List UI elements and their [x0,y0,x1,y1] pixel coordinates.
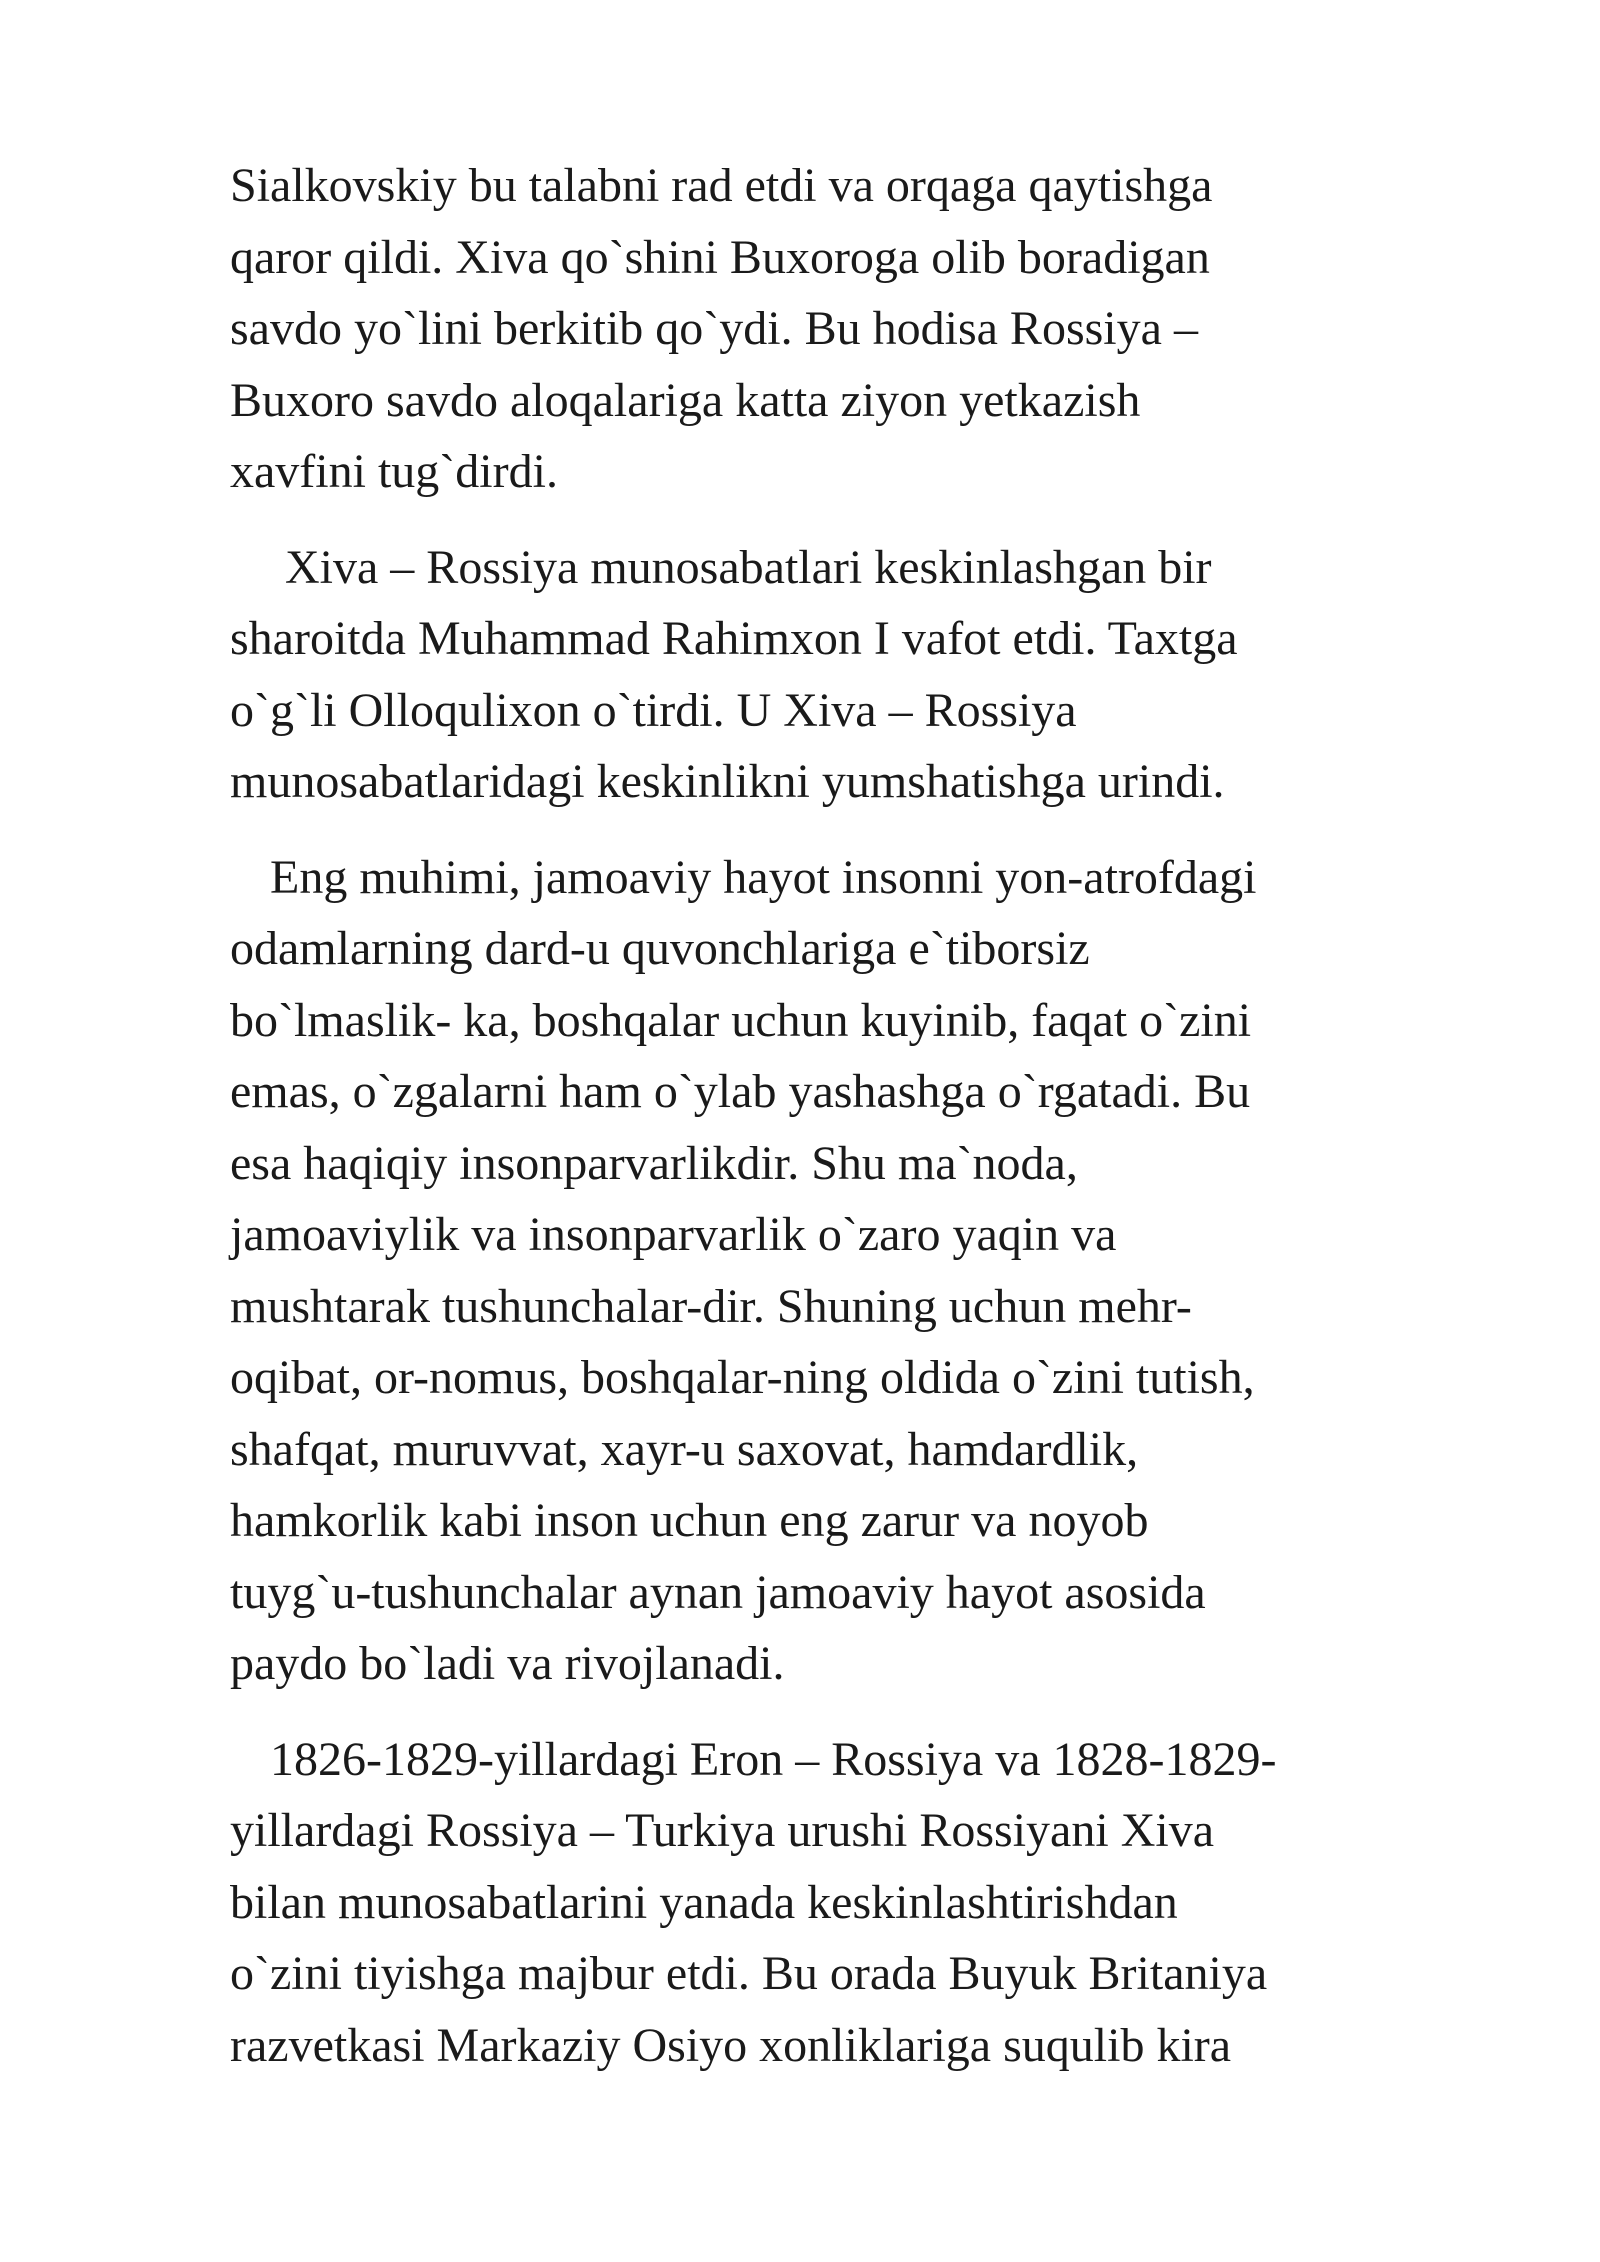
text-line: savdo yo`lini berkitib qo`ydi. Bu hodisa Rossiya – [230,302,1198,355]
text-line: bilan munosabatlarini yanada keskinlashtirishdan [230,1875,1178,1929]
text-line: yillardagi Rossiya – Turkiya urushi Rossiyani Xiva [230,1804,1214,1857]
text-line: hamkorlik kabi inson uchun eng zarur va noyob [230,1494,1149,1547]
text-line: xavfini tug`dirdi. [230,445,558,498]
text-line: o`zini tiyishga majbur etdi. Bu orada Buyuk Britaniya [230,1947,1268,2000]
document-page [230,150,1430,2105]
text-line: Buxoro savdo aloqalariga katta ziyon yetkazish [230,373,1141,427]
text-line: munosabatlaridagi keskinlikni yumshatishga urindi. [230,755,1225,808]
text-line: razvetkasi Markaziy Osiyo xonliklariga suqulib kira [230,2018,1232,2072]
text-line: Sialkovskiy bu talabni rad etdi va orqaga qaytishga [230,159,1213,212]
text-line: oqibat, or-nomus, boshqalar-ning oldida o`zini tutish, [230,1351,1255,1404]
paragraph-2 [230,532,1430,818]
text-line: bo`lmaslik- ka, boshqalar uchun kuyinib, faqat o`zini [230,993,1252,1047]
text-line: paydo bo`ladi va rivojlanadi. [230,1637,785,1690]
paragraph-3 [230,842,1430,1700]
text-line: jamoaviylik va insonparvarlik o`zaro yaqin va [230,1208,1117,1261]
text-line: emas, o`zgalarni ham o`ylab yashashga o`rgatadi. Bu [230,1065,1251,1118]
text-line: tuyg`u-tushunchalar aynan jamoaviy hayot asosida [230,1565,1206,1619]
text-line: Xiva – Rossiya munosabatlari keskinlashgan bir [285,540,1212,594]
paragraph-1 [230,150,1430,508]
text-line: qaror qildi. Xiva qo`shini Buxoroga olib boradigan [230,230,1210,284]
text-line: 1826-1829-yillardagi Eron – Rossiya va 1828-1829- [270,1732,1277,1786]
text-line: Eng muhimi, jamoaviy hayot insonni yon-atrofdagi [270,850,1257,904]
text-line: sharoitda Muhammad Rahimxon I vafot etdi. Taxtga [230,612,1238,665]
text-line: odamlarning dard-u quvonchlariga e`tiborsiz [230,922,1090,975]
text-line: o`g`li Olloqulixon o`tirdi. U Xiva – Rossiya [230,683,1077,737]
text-line: esa haqiqiy insonparvarlikdir. Shu ma`noda, [230,1136,1078,1190]
paragraph-4 [230,1724,1430,2082]
text-line: shafqat, muruvvat, xayr-u saxovat, hamdardlik, [230,1422,1139,1476]
text-line: mushtarak tushunchalar-dir. Shuning uchun mehr- [230,1279,1192,1333]
